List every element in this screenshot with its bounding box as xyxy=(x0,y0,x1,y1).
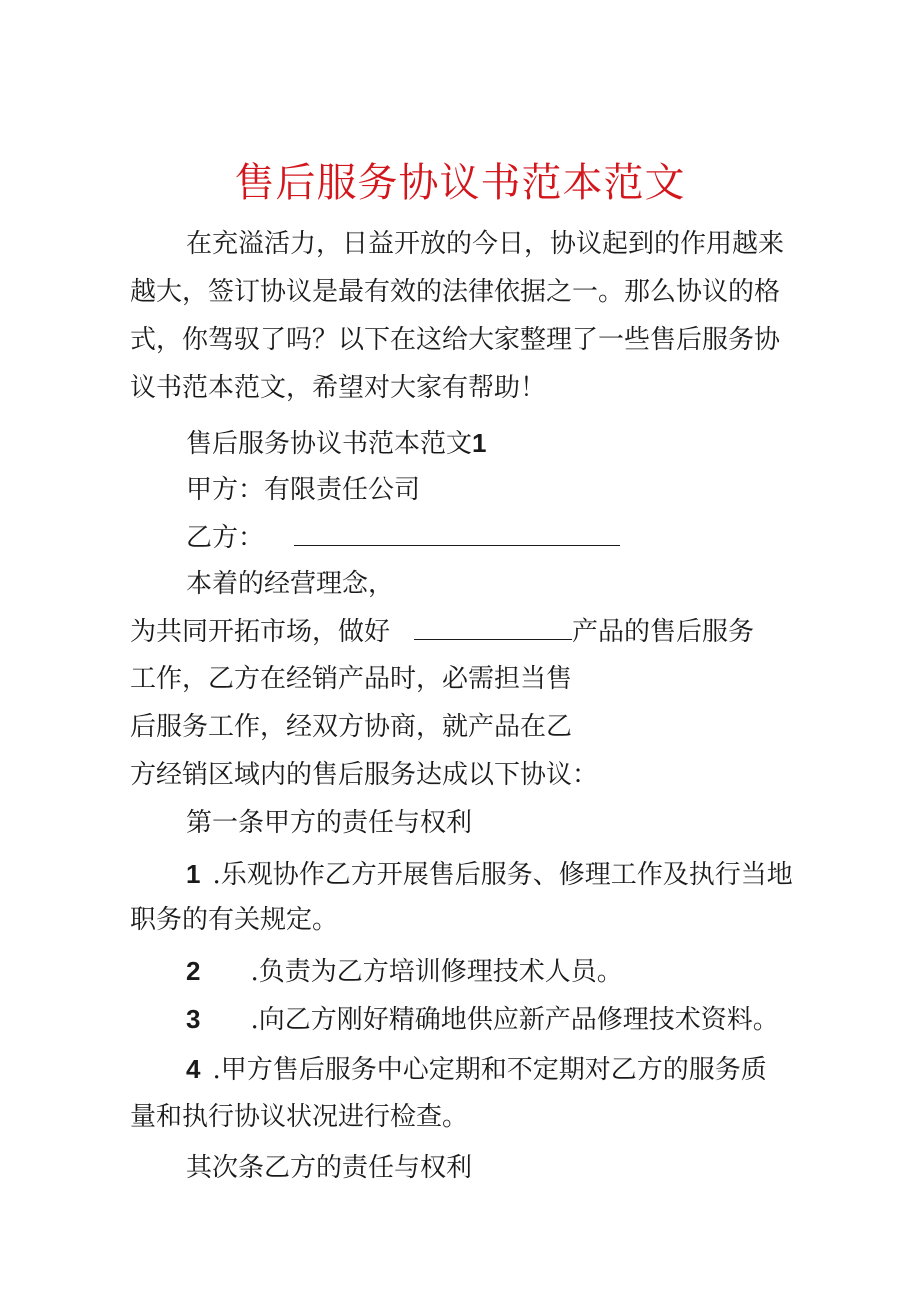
section-heading-text: 售后服务协议书范本范文 xyxy=(186,429,473,459)
intro-line-4: 议书范本范文，希望对大家有帮助！ xyxy=(130,373,547,403)
party-a: 甲方：有限责任公司 xyxy=(186,475,421,505)
article-1-item-2 xyxy=(186,953,623,990)
intro-line-3: 式，你驾驭了吗？以下在这给大家整理了一些售后服务协 xyxy=(130,325,781,355)
section-heading xyxy=(186,425,486,462)
article-1-item-1-cont: 职务的有关规定。 xyxy=(130,905,339,935)
item-text: .乐观协作乙方开展售后服务、修理工作及执行当地 xyxy=(212,860,793,890)
item-text: .向乙方刚好精确地供应新产品修理技术资料。 xyxy=(250,1005,779,1035)
party-b-blank xyxy=(294,519,620,546)
body-line-1: 本着的经营理念， xyxy=(186,569,395,599)
body-line-3: 工作，乙方在经销产品时，必需担当售 xyxy=(130,664,573,694)
body-line-4: 后服务工作，经双方协商，就产品在乙 xyxy=(130,712,573,742)
article-2-heading: 其次条乙方的责任与权利 xyxy=(186,1153,473,1183)
body-line-2-before: 为共同开拓市场，做好 xyxy=(130,617,391,647)
party-b-line xyxy=(186,519,620,556)
item-text: .负责为乙方培训修理技术人员。 xyxy=(250,957,623,987)
section-heading-number: 1 xyxy=(472,428,487,458)
body-line-5: 方经销区域内的售后服务达成以下协议： xyxy=(130,760,599,790)
article-1-item-1 xyxy=(186,856,793,893)
article-1-item-4 xyxy=(186,1051,767,1088)
product-blank xyxy=(414,613,572,640)
item-text: .甲方售后服务中心定期和不定期对乙方的服务质 xyxy=(212,1055,767,1085)
item-number: 3 xyxy=(186,1004,201,1034)
item-number: 4 xyxy=(186,1054,201,1084)
document-title: 售后服务协议书范本范文 xyxy=(234,160,686,206)
party-b-label: 乙方： xyxy=(186,523,265,553)
intro-line-2: 越大，签订协议是最有效的法律依据之一。那么协议的格 xyxy=(130,277,781,307)
item-number: 1 xyxy=(186,859,201,889)
body-line-2 xyxy=(130,613,754,650)
intro-line-1: 在充溢活力，日益开放的今日，协议起到的作用越来 xyxy=(186,229,785,259)
item-number: 2 xyxy=(186,956,201,986)
article-1-item-4-cont: 量和执行协议状况进行检查。 xyxy=(130,1102,469,1132)
article-1-item-3 xyxy=(186,1001,779,1038)
body-line-2-after: 产品的售后服务 xyxy=(572,617,755,647)
article-1-heading: 第一条甲方的责任与权利 xyxy=(186,808,473,838)
